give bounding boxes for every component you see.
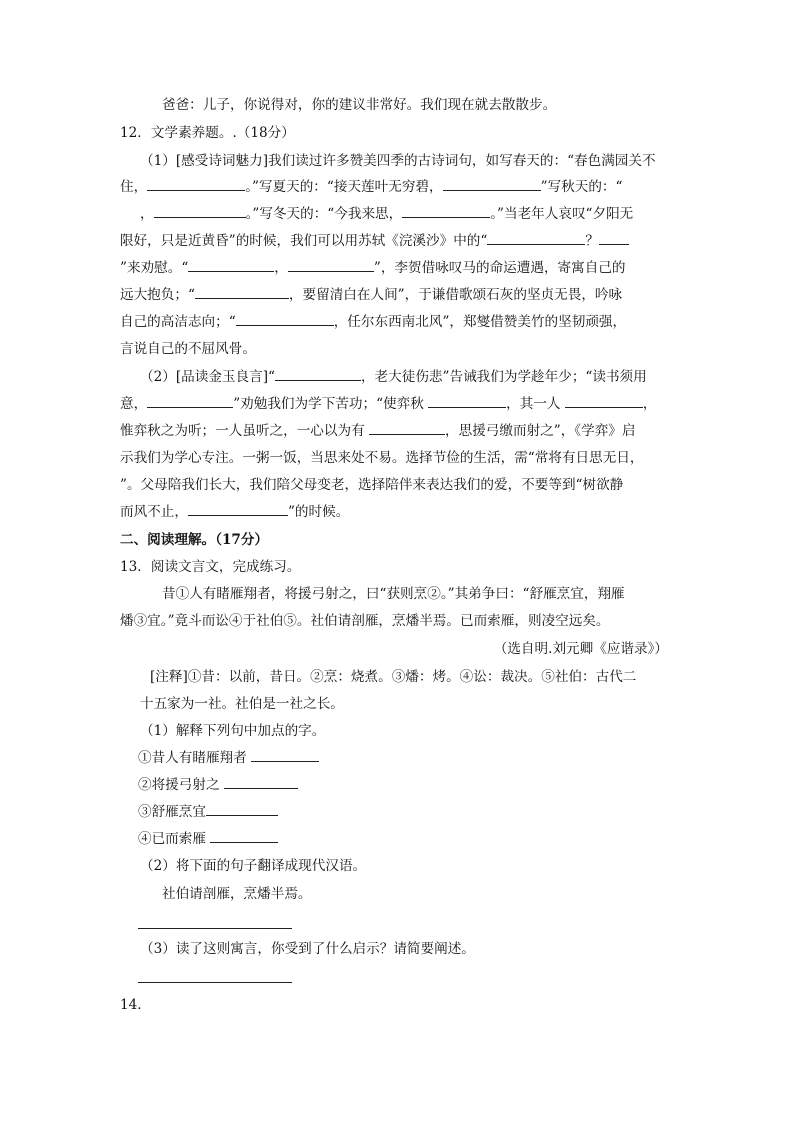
q12-p2-line2: 意， ”劝勉我们为学下苦功；“使弈秋 ，其一人 ， [120,396,657,412]
answer-blank[interactable] [188,503,288,516]
q13-item-1: ①昔人有睹雁翔者 [138,749,698,767]
answer-blank[interactable] [369,422,445,435]
q12-p2-line6: 而风不止， ”的时候。 [120,504,350,520]
q13-sub3: （3）读了这则寓言，你受到了什么启示？请简要阐述。 [140,941,475,957]
q12-p2-line3: 惟弈秋之为听；一人虽听之，一心以为有 ，思援弓缴而射之”，《学弈》启 [120,423,636,439]
q12-p2-line5: ”。父母陪我们长大，我们陪父母变老，选择陪伴来表达我们的爱，不要等到“树欲静 [120,477,624,493]
answer-blank[interactable] [188,259,274,272]
q13-heading: 13．阅读文言文，完成练习。 [120,559,301,575]
q13-item-3: ③舒雁烹宜 [138,803,698,821]
q13-text-line1: 昔①人有睹雁翔者，将援弓射之，曰“获则烹②。”其弟争曰：“舒雁烹宜，翔雁 [162,586,625,602]
q13-text-line2: 燔③宜。”竟斗而讼④于社伯⑤。社伯请剖雁，烹燔半焉。已而索雁，则凌空远矣。 [120,613,610,629]
answer-line[interactable] [138,982,292,983]
answer-blank[interactable] [565,395,643,408]
answer-blank[interactable] [487,232,585,245]
q12-heading: 12．文学素养题。.（18分） [120,125,295,141]
answer-blank[interactable] [206,803,278,816]
q12-p1-line8: 言说自己的不屈风骨。 [120,341,256,357]
q12-p1-line1: （1）[感受诗词魅力]我们读过许多赞美四季的古诗词句，如写春天的：“春色满园关不 [140,153,656,169]
answer-blank[interactable] [428,395,506,408]
answer-blank[interactable] [224,776,298,789]
answer-blank[interactable] [236,313,334,326]
q12-p1-line2: 住， 。”写夏天的：“接天莲叶无穷碧， ”写秋天的：“ [120,179,623,195]
answer-blank[interactable] [275,368,361,381]
q13-notes-line2: 十五家为一社。社伯是一社之长。 [140,696,344,712]
dad-line: 爸爸：儿子，你说得对，你的建议非常好。我们现在就去散散步。 [162,97,557,113]
answer-line[interactable] [138,928,292,929]
answer-blank[interactable] [251,749,319,762]
answer-blank[interactable] [210,830,278,843]
q14-heading: 14． [120,997,151,1013]
answer-blank[interactable] [154,205,246,218]
q12-p2-line1: （2）[品读金玉良言]“ ，老大徒伤悲”告诫我们为学趁年少；“读书须用 [140,369,647,385]
q13-sub2: （2）将下面的句子翻译成现代汉语。 [140,858,367,874]
answer-blank[interactable] [147,395,233,408]
q13-sub2-sentence: 社伯请剖雁，烹燔半焉。 [162,886,312,902]
q12-p1-line5: ”来劝慰。“ ， ”，李贺借咏叹马的命运遭遇，寄寓自己的 [120,260,626,276]
q13-item-2: ②将援弓射之 [138,776,698,794]
answer-blank[interactable] [599,232,629,245]
q12-p1-line3: ， 。”写冬天的：“今我来思， 。”当老年人哀叹“夕阳无 [140,206,634,222]
answer-blank[interactable] [147,178,245,191]
section2-heading: 二、阅读理解。（17分） [120,532,269,548]
q12-p1-line4: 限好，只是近黄昏”的时候，我们可以用苏轼《浣溪沙》中的“ ？ [120,232,680,250]
q12-p2-line4: 示我们为学心专注。一粥一饭，当思来处不易。选择节俭的生活，需“常将有日思无日， [120,450,644,466]
answer-blank[interactable] [195,286,289,299]
answer-blank[interactable] [402,205,490,218]
answer-blank[interactable] [443,178,541,191]
q12-p1-line7: 自己的高洁志向；“ ，任尔东西南北风”，郑燮借赞美竹的坚韧顽强， [120,314,627,330]
answer-blank[interactable] [288,259,374,272]
q13-source: （选自明.刘元卿《应谐录》） [493,641,668,657]
q12-p1-line6: 远大抱负；“ ，要留清白在人间”，于谦借歌颂石灰的坚贞无畏，吟咏 [120,287,623,303]
q13-sub1: （1）解释下列句中加点的字。 [140,723,326,739]
q13-notes-line1: [注释]①昔：以前，昔日。②烹：烧煮。③燔：烤。④讼：裁决。⑤社伯：古代二 [150,669,637,685]
q13-item-4: ④已而索雁 [138,830,698,848]
